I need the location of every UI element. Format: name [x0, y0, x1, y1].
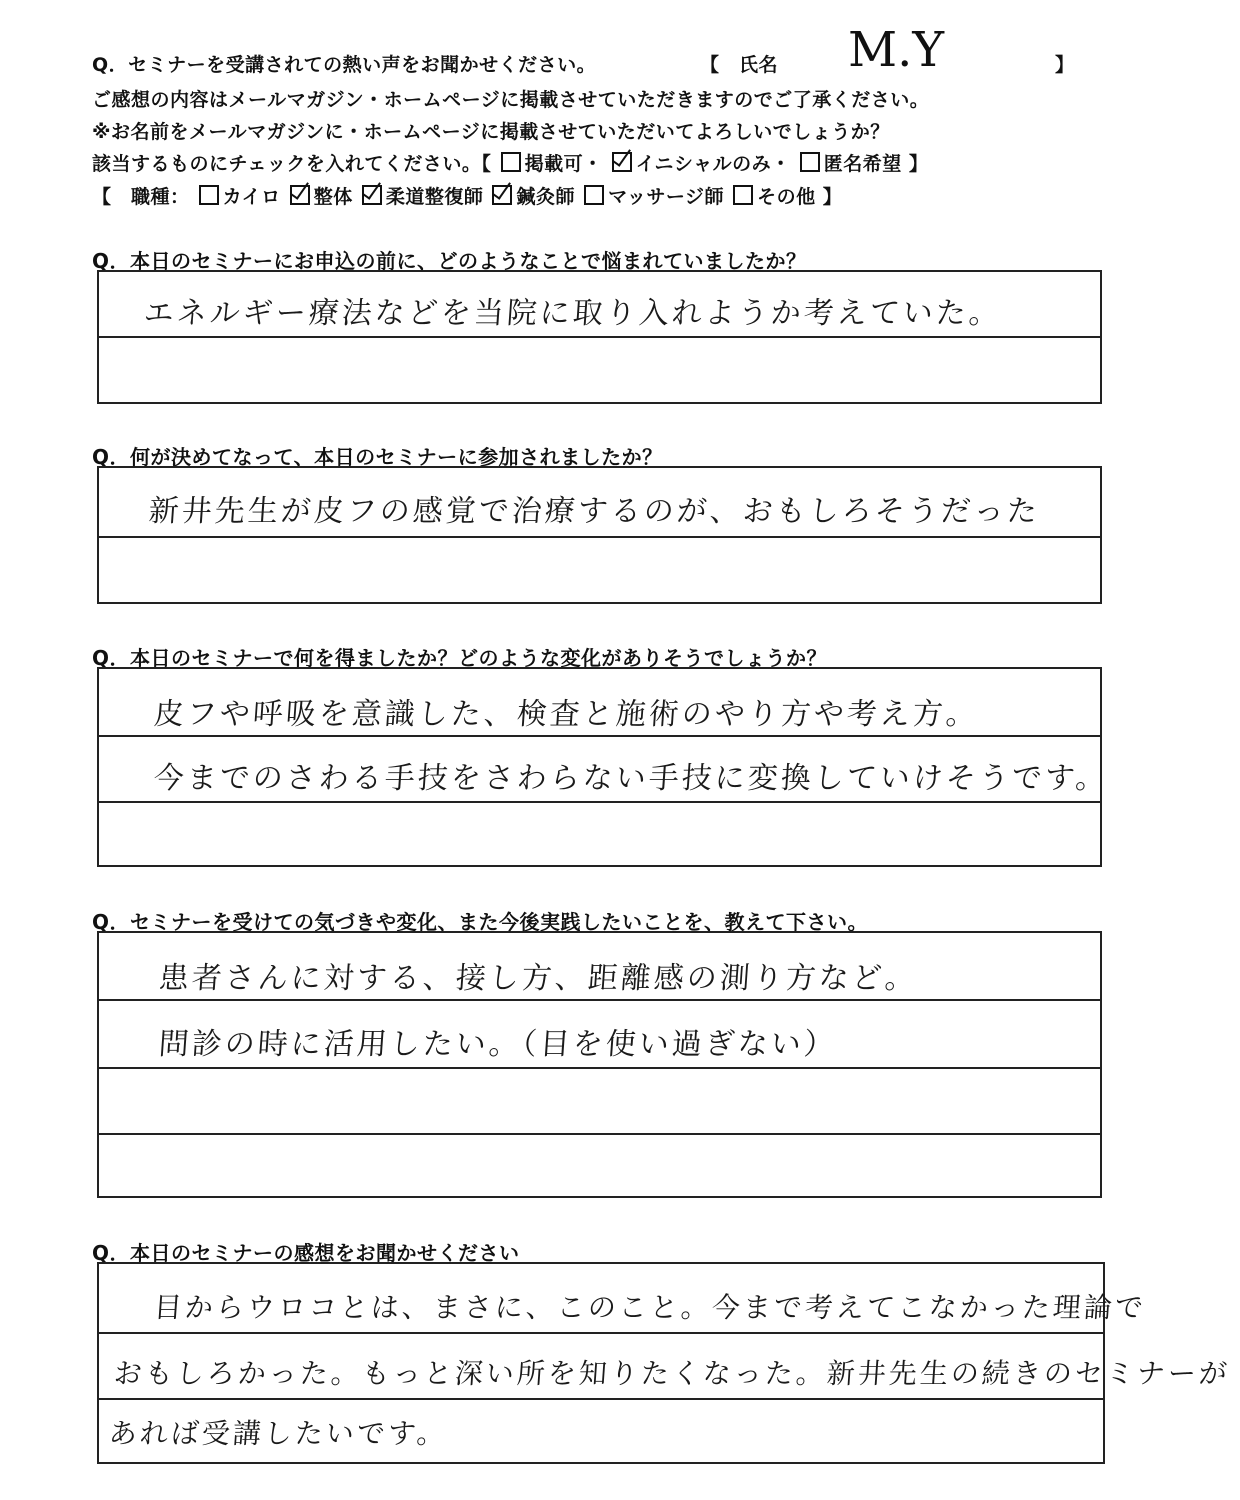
job-type-row [92, 182, 842, 209]
publish-option-anonymous[interactable] [798, 153, 902, 175]
answer-line: あれば受講したいです。 [107, 1417, 449, 1450]
divider [99, 999, 1100, 1001]
publish-preference-row [92, 149, 928, 176]
checked-checkbox-icon[interactable] [612, 152, 632, 172]
name-close: 】 [1055, 54, 1075, 76]
question-1: Q．本日のセミナーにお申込の前に、どのようなことで悩まれていましたか？ [92, 249, 807, 273]
answer-line: 問診の時に活用したい。（目を使い過ぎない） [157, 1027, 838, 1062]
option-label: マッサージ師 [608, 186, 724, 208]
answer-line: 患者さんに対する、接し方、距離感の測り方など。 [157, 961, 919, 996]
answer-line: エネルギー療法などを当院に取り入れようか考えていた。 [142, 296, 1003, 331]
option-label: 匿名希望 [823, 153, 902, 175]
answer-line: 今までのさわる手技をさわらない手技に変換していけそうです。 [152, 761, 1110, 796]
checkbox-icon[interactable] [800, 152, 820, 172]
job-option-judo[interactable] [360, 186, 484, 208]
checked-checkbox-icon[interactable] [492, 185, 512, 205]
answer-line: おもしろかった。もっと深い所を知りたくなった。新井先生の続きのセミナーが [112, 1357, 1232, 1390]
checkbox-icon[interactable] [584, 185, 604, 205]
divider [99, 1133, 1100, 1135]
notice-line-2: ※お名前をメールマガジンに・ホームページに掲載させていただいてよろしいでしょうか？ [92, 121, 890, 143]
option-label: 鍼灸師 [516, 186, 575, 208]
answer-box-1[interactable] [97, 270, 1102, 404]
publish-option-listed[interactable] [499, 153, 603, 175]
check-close: 】 [908, 153, 929, 175]
job-option-chiro[interactable] [197, 186, 281, 208]
job-close: 】 [822, 186, 843, 208]
option-label: カイロ [222, 186, 281, 208]
answer-box-3[interactable] [97, 667, 1110, 867]
job-option-seitai[interactable] [288, 186, 353, 208]
answer-box-2[interactable] [97, 466, 1102, 604]
name-value: M.Y [848, 22, 945, 78]
option-label: 整体 [313, 186, 353, 208]
publish-option-initials[interactable] [610, 153, 791, 175]
checkbox-icon[interactable] [733, 185, 753, 205]
answer-line: 新井先生が皮フの感覚で治療するのが、おもしろそうだった [147, 494, 1041, 529]
question-2: Q．何が決めてなって、本日のセミナーに参加されましたか？ [92, 445, 663, 469]
divider [99, 735, 1100, 737]
option-label: イニシャルのみ・ [635, 153, 791, 175]
answer-box-4[interactable] [97, 931, 1102, 1198]
checked-checkbox-icon[interactable] [290, 185, 310, 205]
divider [99, 1067, 1100, 1069]
divider [99, 1398, 1103, 1400]
question-5: Q．本日のセミナーの感想をお聞かせください [92, 1241, 520, 1265]
divider [99, 336, 1100, 338]
checkbox-icon[interactable] [199, 185, 219, 205]
answer-box-5[interactable] [97, 1262, 1232, 1464]
question-4: Q．セミナーを受けての気づきや変化、また今後実践したいことを、教えて下さい。 [92, 910, 869, 934]
job-option-other[interactable] [731, 186, 816, 208]
job-label: 【 職種： [92, 186, 190, 208]
option-label: 柔道整復師 [385, 186, 484, 208]
divider [99, 536, 1100, 538]
divider [99, 1332, 1103, 1334]
notice-line-1: ご感想の内容はメールマガジン・ホームページに掲載させていただきますのでご了承ください。 [92, 89, 930, 111]
job-option-acupuncture[interactable] [490, 186, 575, 208]
divider [99, 801, 1100, 803]
option-label: その他 [757, 186, 816, 208]
answer-line: 目からウロコとは、まさに、このこと。今まで考えてこなかった理論で [152, 1291, 1148, 1324]
question-3: Q．本日のセミナーで何を得ましたか？どのような変化がありそうでしょうか？ [92, 646, 828, 670]
checkbox-icon[interactable] [501, 152, 521, 172]
job-option-massage[interactable] [582, 186, 724, 208]
check-prompt: 該当するものにチェックを入れてください。【 [92, 153, 492, 175]
answer-line: 皮フや呼吸を意識した、検査と施術のやり方や考え方。 [152, 697, 980, 732]
checked-checkbox-icon[interactable] [362, 185, 382, 205]
option-label: 掲載可・ [524, 153, 603, 175]
intro-question: Q．セミナーを受講されての熱い声をお聞かせください。 [92, 54, 597, 76]
name-label: 【 氏名 [700, 54, 779, 76]
